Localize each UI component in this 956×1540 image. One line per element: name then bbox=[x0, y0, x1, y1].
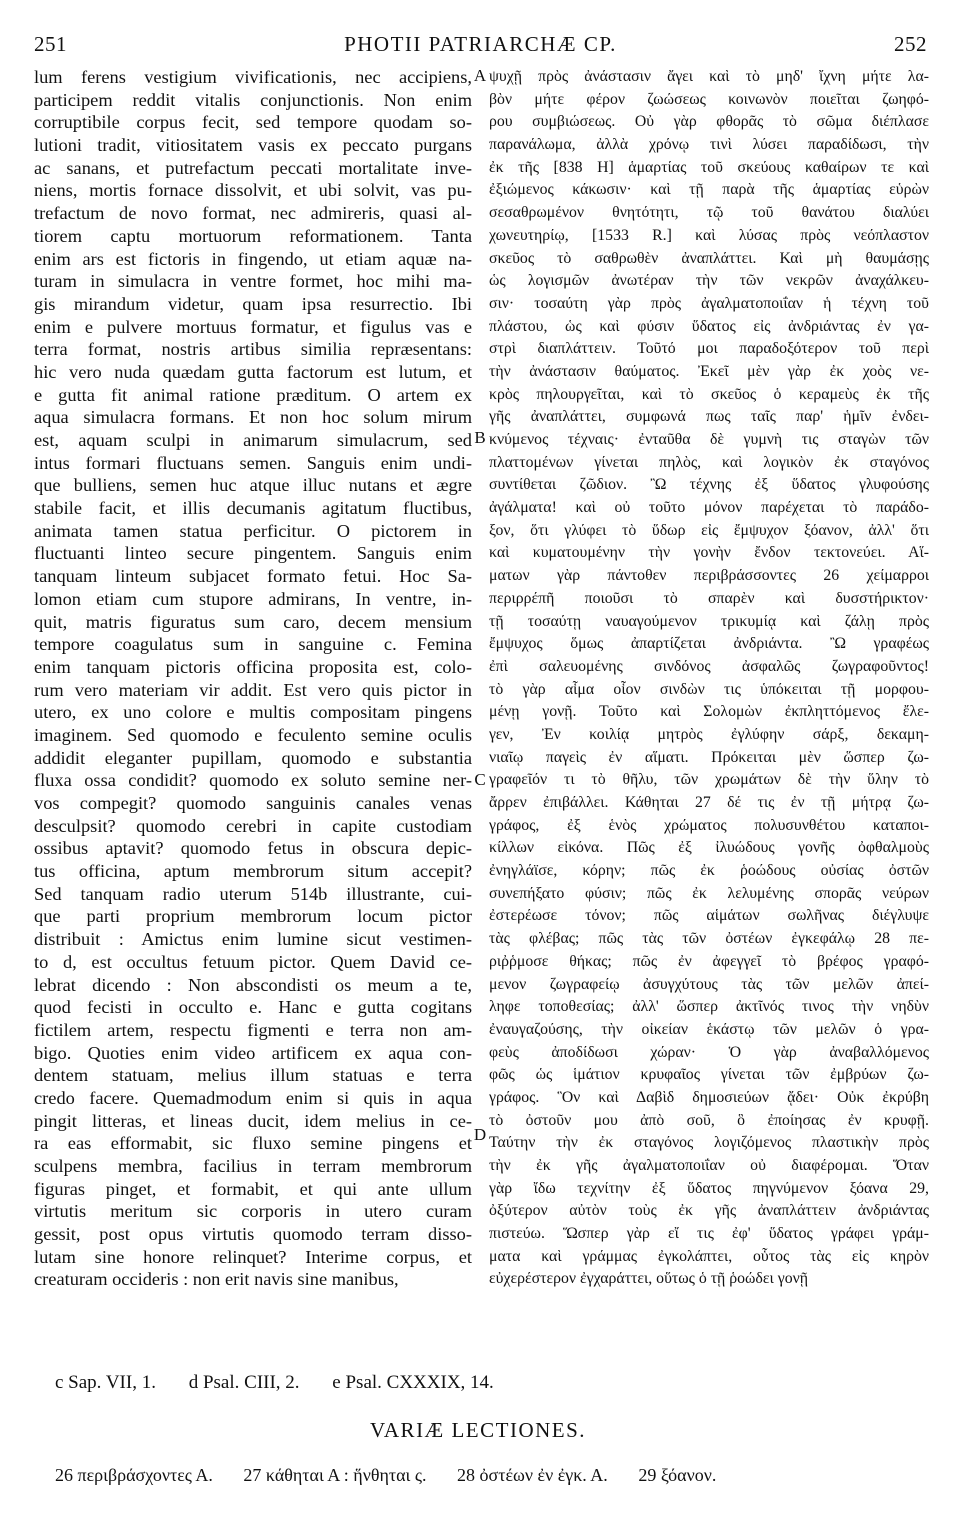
greek-text-line: ἐνηγλάϊσε, κόρην; πῶς ἐκ ῥοώδους οὐσίας ὀστῶν bbox=[489, 862, 929, 880]
variant-reading: 26 περιβράσχοντες Α. bbox=[55, 1465, 213, 1485]
greek-text-line: ξον, ὅτι γλύφει τὸ ὕδωρ εἰς ἔμψυχον ξόανον, ἀλλ' ὅτι bbox=[489, 521, 929, 539]
latin-text-line: lum ferens vestigium vivificationis, nec accipiens, bbox=[34, 67, 472, 87]
latin-text-line: animata tamen statua perficitur. O pictorem in bbox=[34, 520, 472, 541]
latin-text-line: stabile facit, et illis decumanis agitatum fluctibus, bbox=[34, 498, 472, 519]
latin-text-line: aqua simulacra formans. Et non hoc solum mirum bbox=[34, 407, 472, 428]
latin-text-line: e gutta fit animal ratione præditum. O artem ex bbox=[34, 384, 472, 405]
greek-text-line: ἔμψυχος ὅμως ἀπαρτίζεται ἀνδριάντα. Ὢ γραφέως bbox=[489, 635, 929, 653]
latin-text-line: est, aquam sculpi in animarum simulacrum, sed bbox=[34, 430, 472, 450]
greek-text-line: σκεῦος τὸ σαθρωθὲν ἀναπλάττει. Καὶ μὴ θαυμάσῃς bbox=[489, 249, 929, 267]
latin-text-line: intus formari fluctuans semen. Sanguis enim undi- bbox=[34, 452, 472, 473]
footnote: e Psal. CXXXIX, 14. bbox=[332, 1372, 494, 1393]
latin-text-line: hic vero nuda quædam gutta factorum est lutum, et bbox=[34, 361, 472, 382]
margin-marker-d: D bbox=[473, 1125, 487, 1144]
greek-text-line: τὰς φλέβας; πῶς τὰς τῶν ὀστέων ἐγκεφάλῳ 28 πε- bbox=[489, 930, 929, 948]
greek-text-line: ἄρρεν ἐπιβάλλει. Κάθηται 27 δέ τις ἐν τῇ μήτρᾳ ζω- bbox=[489, 794, 929, 811]
greek-text-line: σεσαθρωμένον θνητότητι, τῷ τοῦ θανάτου διαλύει bbox=[489, 204, 929, 222]
greek-text-line: συντίθεται ζῶδιον. Ὢ τέχνης ἐξ ὕδατος γλυφούσης bbox=[489, 476, 929, 494]
greek-text-line: ἐξιώμενος κάκωσιν· καὶ τῇ παρὰ τῆς ἁμαρτίας εὑρὼν bbox=[489, 181, 929, 199]
latin-text-line: desculpsit? quomodo cerebri in capite custodiam bbox=[34, 815, 472, 836]
latin-text-line: turam in simulacra in ventre formet, hoc mihi ma- bbox=[34, 271, 472, 292]
greek-text-line: μένῃ γονῇ. Τοῦτο καὶ Σολομὼν ἐκπληττόμενος ἔλε- bbox=[489, 703, 929, 721]
greek-text-line: πλαττομένων γίνεται πηλὸς, καὶ λογικὸν ἐκ σταγόνος bbox=[489, 453, 929, 471]
latin-text-line: enim tanquam pictoris officina proposita est, colo- bbox=[34, 656, 472, 677]
latin-text-line: imaginem. Sed quomodo e feculento semine oculis bbox=[34, 724, 472, 745]
latin-text-line: lutioni tradit, vitiositatem vasis ex peccato purgans bbox=[34, 135, 472, 156]
greek-text-line: νιαῖῳ παγεὶς ἐν αἵματι. Πρόκειται μὲν ὥσπερ ζω- bbox=[489, 748, 929, 766]
greek-text-line: τὴν ἀνάστασιν θαύματος. Ἐκεῖ μὲν γὰρ ἐκ χοὸς νε- bbox=[489, 362, 929, 380]
latin-text-line: tiorem captu mortuorum reformationem. Tanta bbox=[34, 225, 472, 246]
greek-text-line: ὡς λογισμῶν ἀνωτέραν τὴν τῶν νεκρῶν ἀναχάλκευ- bbox=[489, 272, 929, 290]
latin-text-line: fictilem artem, respectu figmenti e terra non am- bbox=[34, 1019, 472, 1040]
latin-text-line: enim e pulvere mortuus formatur, et figulus vas e bbox=[34, 316, 472, 337]
latin-text-line: quit, matris figuratus sum caro, decem mensium bbox=[34, 611, 472, 632]
greek-text-line: ψυχῇ πρὸς ἀνάστασιν ἄγει καὶ τὸ μηδ' ἴχνη μήτε λα- bbox=[489, 68, 929, 85]
variant-reading: 29 ξόανον. bbox=[638, 1465, 717, 1485]
greek-text-line: ληφε τοποθεσίας; ἀλλ' ὥσπερ ἀκτῖνός τινος τὴν νηδὺν bbox=[489, 998, 929, 1016]
latin-text-line: participem reddit vitalis conjunctionis. Non enim bbox=[34, 89, 472, 110]
greek-text-line: ριῤῥμοσε θήκας; πῶς ἐν ἀφεγγεῖ τὸ βρέφος γραφό- bbox=[489, 952, 929, 970]
greek-text-line: τὸ γὰρ αἷμα οἷον σινδὼν τις ὑπόκειται τῇ μορφου- bbox=[489, 680, 929, 698]
latin-text-line: dentem statuam, melius illum statuas e terra bbox=[34, 1065, 472, 1086]
latin-text-line: gis mirandum videtur, quam ipsa resurrectio. Ibi bbox=[34, 293, 472, 314]
latin-text-line: creaturam occideris : non erit navis sine manibus, bbox=[34, 1269, 399, 1290]
latin-text-line: tanquam linteum subjacet formato fetui. Hoc Sa- bbox=[34, 566, 472, 587]
latin-text-line: utero, ex uno colore e multis compositam pingens bbox=[34, 702, 472, 723]
greek-text-line: πλάστου, ὡς καὶ φύσιν ὕδατος εἰς ἀνδριάντας ἐν γα- bbox=[489, 317, 929, 335]
greek-text-line: τὸ ὀστοῦν μου ἀπὸ σοῦ, ὃ ἐποίησας ἐν κρυφῇ. bbox=[489, 1111, 929, 1129]
latin-text-line: lutam sine honore relinquet? Interime corpus, et bbox=[34, 1246, 472, 1267]
latin-text-line: ossibus aptavit? quomodo fetus in obscura depic- bbox=[34, 838, 472, 859]
latin-text-line: enim ars est fictoris in fingendo, ut etiam aquæ na- bbox=[34, 248, 472, 269]
greek-text-line: φῶς ὡς ἱμάτιον κρυφαῖος γίνεται τῶν ἐμβρύων ζω- bbox=[489, 1066, 929, 1084]
greek-text-line: πιστεύω. Ὥσπερ γὰρ εἴ τις ἐφ' ὕδατος γράφει γράμ- bbox=[489, 1225, 929, 1243]
footnote: c Sap. VII, 1. bbox=[55, 1372, 156, 1393]
greek-text-line: τῇ τοσαύτῃ ναυαγούμενον τρικυμίᾳ καὶ ζάλῃ πρὸς bbox=[489, 612, 929, 630]
latin-text-line: distribuit : Amictus enim lumine sicut vestimen- bbox=[34, 929, 472, 950]
margin-marker-b: B bbox=[474, 428, 486, 447]
greek-text-line: σιν· τοσαύτη γὰρ πρὸς ἀγαλματοποιΐαν ἡ τέχνη τοῦ bbox=[489, 294, 929, 312]
latin-text-line: fluxa ossa condidit? quomodo ex soluto semine ner- bbox=[34, 770, 472, 791]
greek-text-line: ἐπὶ σαλευομένης σινδόνος ἀσφαλῶς ζωγραφοῦντος! bbox=[489, 657, 929, 675]
greek-text-line: ἀγάλματα! καὶ οὐ τοῦτο μόνον παρέχεται τὸ παράδο- bbox=[489, 499, 929, 517]
greek-text-line: ματων γὰρ πάντοθεν περιβράσσοντες 26 χείμαρροι bbox=[489, 567, 929, 585]
greek-text-line: ἐκ τῆς [838 H] ἁμαρτίας τοῦ σκεύους καθαίρων τε καὶ bbox=[489, 158, 929, 176]
latin-text-line: Sed tanquam radio uterum 514b illustrante, cui- bbox=[34, 883, 472, 904]
variae-lectiones-title: VARIÆ LECTIONES. bbox=[369, 1418, 587, 1442]
greek-text-line: ὀξύτερον αὐτὸν τοὺς ἐκ γῆς ἀναπλάττειν ἀνδριάντας bbox=[489, 1202, 929, 1220]
greek-text-line: κίλλων εἰκόνα. Πῶς ἐξ ἰλυώδους γονῆς ὀφθαλμοὺς bbox=[489, 839, 929, 857]
latin-text-line: ra eas efformabit, sic fluxo semine pingens et bbox=[34, 1133, 472, 1154]
greek-text-line: γραφεῖόν τι τὸ θῆλυ, τῶν χρωμάτων δὲ τὴν ὕλην τὸ bbox=[489, 771, 929, 789]
latin-text-line: virtutis meritum sic corporis in utero curam bbox=[34, 1201, 472, 1222]
page-number-left: 251 bbox=[34, 32, 67, 56]
latin-text-line: lebrat dicendo : Non abscondisti os meum a te, bbox=[34, 974, 472, 995]
latin-text-line: rum vero materiam vir addit. Est vero quis pictor in bbox=[34, 679, 472, 700]
latin-text-line: addidit eleganter pupillam, quomodo e substantia bbox=[34, 747, 472, 768]
margin-marker-c: C bbox=[474, 770, 486, 789]
latin-text-line: terra format, nostris artibus similia repræsentans: bbox=[34, 339, 472, 360]
greek-text-line: ματα καὶ γράμμας ἐγκολάπτει, οὗτος τὰς εἰς κηρὸν bbox=[489, 1247, 929, 1265]
variae-lectiones bbox=[55, 1465, 742, 1486]
latin-column bbox=[34, 66, 472, 1291]
greek-text-line: γεν, Ἐν κοιλίᾳ μητρὸς ἐγλύφην σάρξ, δεκαμη- bbox=[489, 725, 929, 743]
latin-text-line: que bulliens, semen huc atque illuc nutans et ægre bbox=[34, 475, 472, 496]
latin-text-line: que parti proprium membrorum locum pictor bbox=[34, 906, 472, 927]
greek-text-line: μενον ζωγραφείῳ ἀσυγχύτους τὰς τῶν μελῶν ἀπεί- bbox=[489, 975, 929, 993]
greek-text-line: γράφος. Ὃν καὶ Δαβὶδ δημοσιεύων ᾄδει· Οὐκ ἐκρύβη bbox=[489, 1088, 929, 1106]
latin-text-line: tempore coagulatus sum in sanguine c. Femina bbox=[34, 634, 472, 655]
latin-text-line: vos compegit? quomodo sanguinis canales venas bbox=[34, 793, 472, 813]
latin-text-line: ac sanans, et putrefactum peccati mortalitate inve- bbox=[34, 157, 472, 178]
latin-text-line: quod fecisti in occulto e. Hanc e gutta cogitans bbox=[34, 997, 472, 1018]
margin-marker-a: A bbox=[473, 66, 487, 85]
greek-text-line: ἐστερέωσε τόνον; πῶς αἱμάτων σωλῆνας διέγλυψε bbox=[489, 907, 929, 925]
greek-text-line: γῆς ἀναπλάττει, συμφωνά πως ταῖς παρ' ἡμῖν ἐνδει- bbox=[489, 408, 929, 426]
latin-text-line: trefactum de novo format, nec admireris, quasi al- bbox=[34, 203, 472, 224]
latin-text-line: credo facere. Quemadmodum enim si quis in aqua bbox=[34, 1087, 472, 1108]
greek-text-line: γράφος, ἐξ ἑνὸς χρώματος πολυσυνθέτου καταποι- bbox=[489, 816, 929, 834]
latin-text-line: gessit, post opus virtutis quomodo terram disso- bbox=[34, 1224, 472, 1245]
greek-text-line: ἐναυγαζούσης, τὴν οἰκείαν ἑκάστῳ τῶν μελῶν ὁ γρα- bbox=[489, 1020, 929, 1038]
variant-reading: 28 ὀστέων ἐν ἐγκ. Α. bbox=[457, 1465, 608, 1485]
greek-text-line: στρὶ διαπλάττειν. Τοῦτό μοι παραδοξότερον τοῦ περὶ bbox=[489, 340, 929, 358]
greek-text-line: εὐχερέστερον ἐγχαράττει, οὕτως ὁ τῇ ῥοώδει γονῇ bbox=[489, 1270, 808, 1288]
page-number-right: 252 bbox=[894, 32, 927, 56]
greek-text-line: γὰρ ἴδω τεχνίτην ἐξ ὕδατος πηγνύμενον ξόανα 29, bbox=[489, 1179, 929, 1197]
greek-text-line: κρὸς πηλουργεῖται, καὶ τὸ σκεῦος ὁ κεραμεὺς ἐκ τῆς bbox=[489, 385, 929, 403]
latin-text-line: tus officina, aptum membrorum situm accepit? bbox=[34, 861, 472, 882]
latin-text-line: lomon etiam cum stupore admirans, In ventre, in- bbox=[34, 588, 472, 609]
greek-text-line: κνύμενος τέχναις· ἐνταῦθα δὲ γυμνὴ τις σταγὼν τῶν bbox=[489, 431, 929, 448]
greek-text-line: ρου συμβιώσεως. Οὐ γὰρ φθορᾶς τὸ σῶμα διέπλασε bbox=[489, 113, 929, 131]
greek-text-line: συνεπήξατο φύσιν; πῶς ἐκ λελυμένης σπορᾶς νεύρων bbox=[489, 884, 929, 902]
page-header bbox=[34, 32, 927, 62]
latin-text-line: to d, est occultus fetuum pictor. Quem David ce- bbox=[34, 951, 472, 972]
greek-text-line: Ταύτην τὴν ἐκ σταγόνος λογιζόμενος πλαστικὴν πρὸς bbox=[489, 1134, 929, 1152]
greek-column bbox=[489, 66, 929, 1291]
greek-text-line: περιρρέπῆ ποιοῦσι τὸ σπαρὲν καὶ δυσστήρικτον· bbox=[489, 589, 929, 607]
greek-text-line: χωνευτηρίῳ, [1533 R.] καὶ λύσας πρὸς νεόπλαστον bbox=[489, 226, 929, 244]
latin-text-line: pingit litteras, et lineas ducit, idem melius in ce- bbox=[34, 1110, 472, 1131]
footnote: d Psal. CIII, 2. bbox=[188, 1372, 300, 1393]
latin-text-line: sculpens membra, facilius in terram membrorum bbox=[34, 1156, 472, 1176]
greek-text-line: παρανάλωμα, ἀλλὰ χρόνῳ τινὶ λύσει παραδίδωσι, τὴν bbox=[489, 136, 929, 154]
greek-text-line: καὶ κυματουμένην τὴν γονὴν ἔνδον τεκτονεύει. Αἵ- bbox=[489, 544, 929, 562]
latin-text-line: corruptibile corpus fecit, sed tempore quodam so- bbox=[34, 112, 472, 133]
greek-text-line: τὴν ἐκ γῆς ἀγαλματοποιΐαν οὐ διαφέρομαι. Ὅταν bbox=[489, 1157, 929, 1174]
latin-text-line: figuras pinget, et formabit, et qui ante ullum bbox=[34, 1178, 472, 1199]
footnotes bbox=[55, 1372, 522, 1394]
greek-text-line: φεὺς ἀποδίδωσι χώραν· Ὁ γὰρ ἀναβαλλόμενος bbox=[489, 1043, 929, 1061]
latin-text-line: niens, mortis fornace dissolvit, et ubi solvit, vas pu- bbox=[34, 180, 472, 201]
variant-reading: 27 κάθηται Α : ἥνθηται ς. bbox=[243, 1465, 427, 1485]
running-title: PHOTII PATRIARCHÆ CP. bbox=[344, 32, 617, 56]
latin-text-line: fluctuanti linteo secure pingentem. Sanguis enim bbox=[34, 543, 472, 564]
greek-text-line: βὸν μήτε φέρον ζωώσεως κοινωνὸν ποιεῖται ζωηφό- bbox=[489, 90, 929, 108]
latin-text-line: bigo. Quoties enim video artificem ex aqua con- bbox=[34, 1042, 472, 1063]
